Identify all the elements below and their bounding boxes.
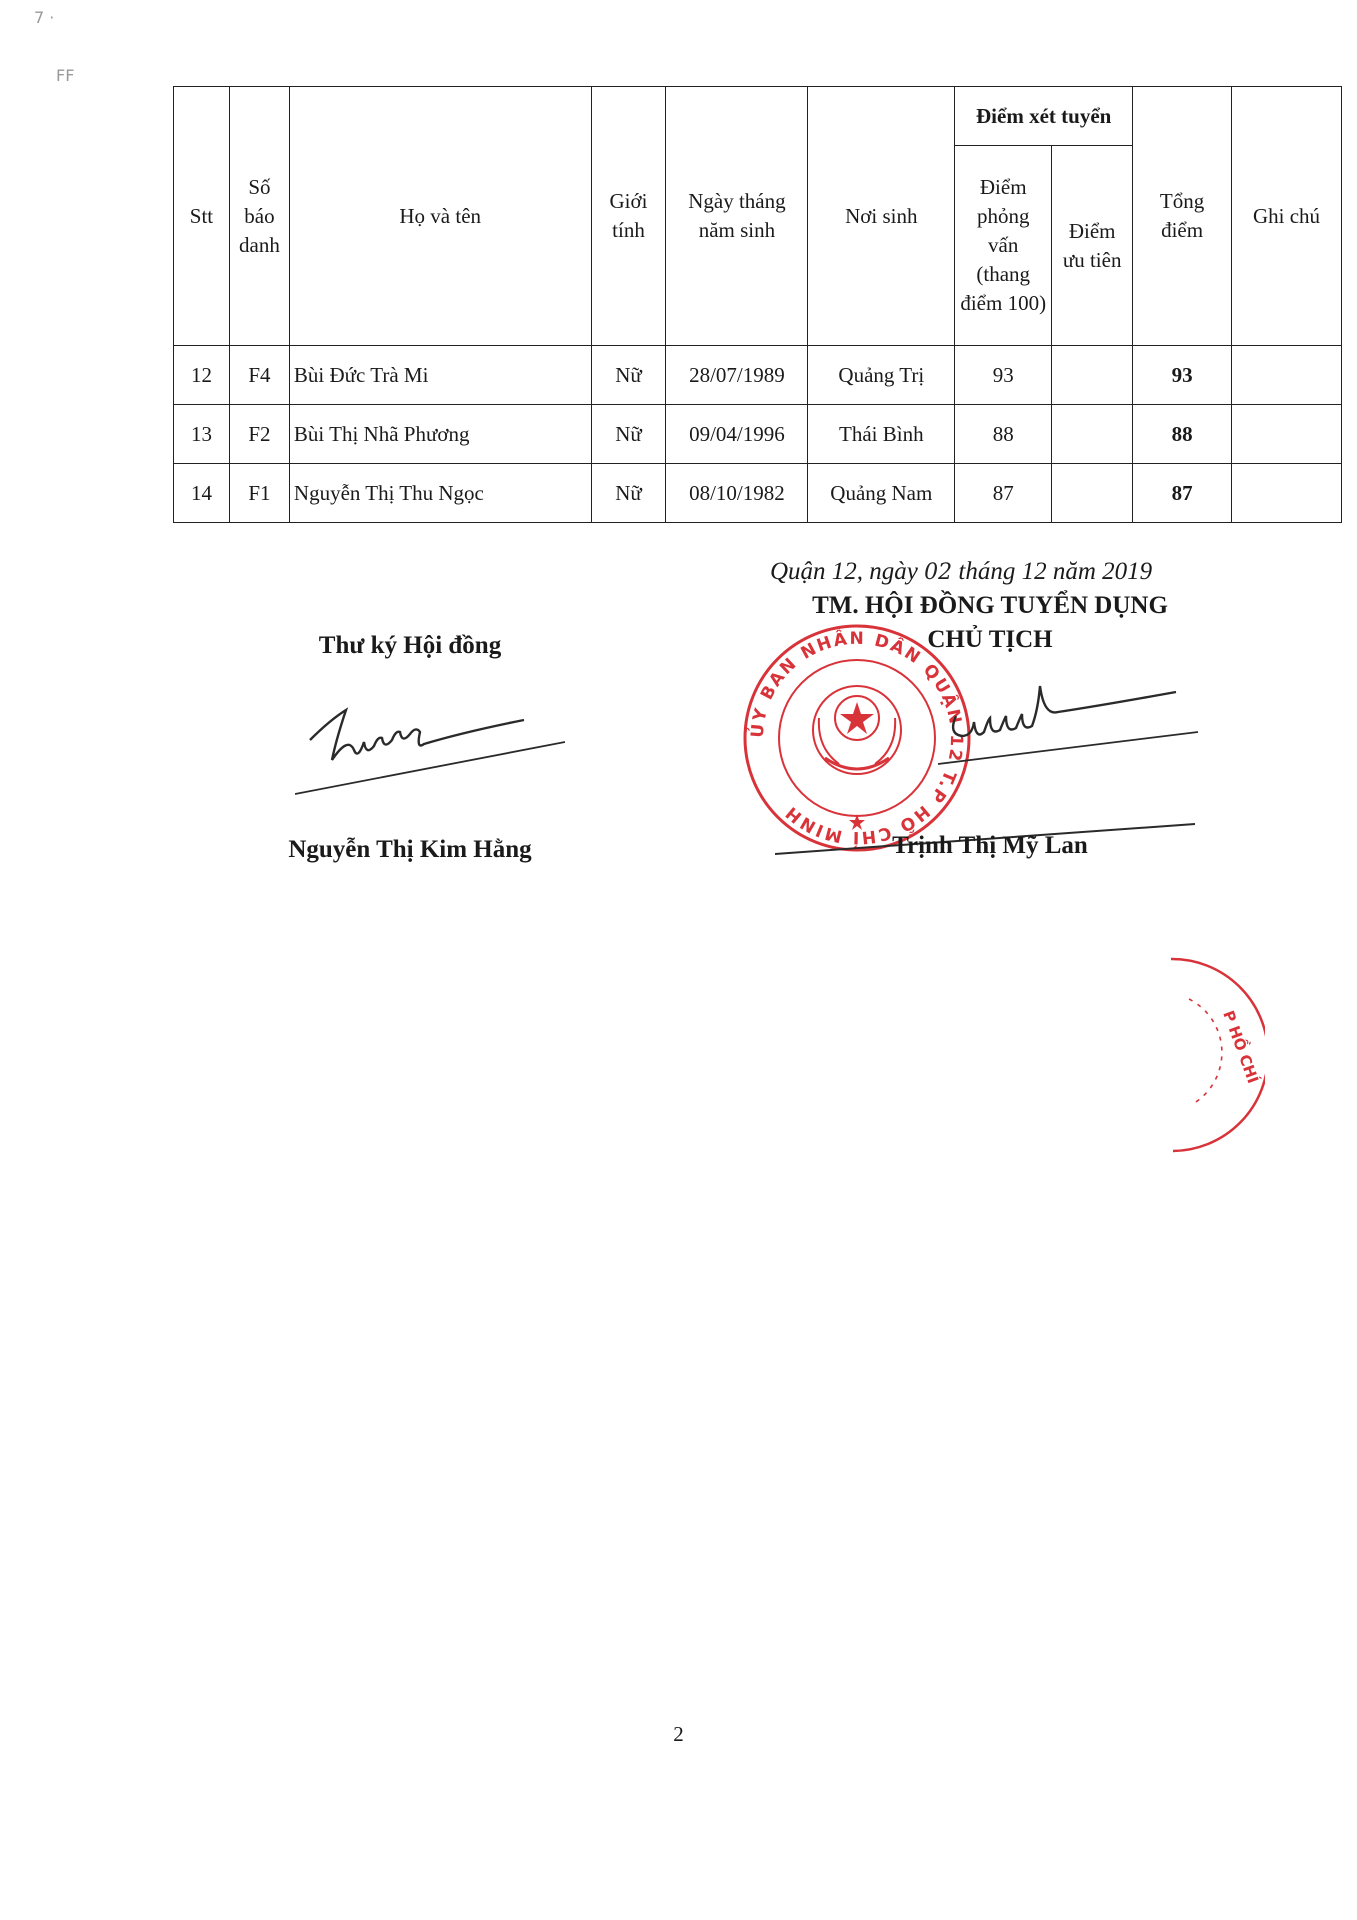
table-row [174,405,1342,464]
right-signature-org: TM. HỘI ĐỒNG TUYỂN DỤNG [812,592,1168,619]
cell-note [1232,405,1342,464]
table-row [174,464,1342,523]
cell-gender: Nữ [591,405,666,464]
cell-priority [1052,464,1133,523]
header-diem-phong-van: Điểm phỏng vấn (thang điểm 100) [955,146,1052,346]
cell-total: 93 [1133,346,1232,405]
right-signature-title: CHỦ TỊCH [927,626,1053,653]
cell-name: Nguyễn Thị Thu Ngọc [289,464,591,523]
cell-priority [1052,405,1133,464]
cell-sbd: F2 [229,405,289,464]
cell-priority [1052,346,1133,405]
left-signature-title: Thư ký Hội đồng [318,632,502,659]
cell-birthplace: Quảng Trị [808,346,955,405]
cell-interview: 88 [955,405,1052,464]
header-so-bao-danh: Số báo danh [229,87,289,346]
cell-interview: 93 [955,346,1052,405]
partial-stamp [1165,955,1265,1155]
page-number: 2 [673,1722,684,1746]
secretary-signature-underline [295,738,565,798]
cell-dob: 28/07/1989 [666,346,808,405]
cell-name: Bùi Đức Trà Mi [289,346,591,405]
dateline-prefix: Quận 12, ngày [770,558,918,585]
cell-gender: Nữ [591,464,666,523]
cell-name: Bùi Thị Nhã Phương [289,405,591,464]
header-diem-uu-tien: Điểm ưu tiên [1052,146,1133,346]
scan-mark: 7 · [34,8,55,27]
scan-mark-2: FF [56,66,75,85]
dateline-suffix: tháng 12 năm 2019 [958,558,1153,585]
left-signature-name: Nguyễn Thị Kim Hằng [288,836,532,863]
header-ho-va-ten: Họ và tên [289,87,591,346]
cell-note [1232,464,1342,523]
right-signature-name: Trịnh Thị Mỹ Lan [892,832,1088,859]
cell-birthplace: Quảng Nam [808,464,955,523]
svg-text:P HỒ CHÍ: P HỒ CHÍ [1219,1008,1263,1086]
dateline [770,558,1152,586]
cell-total: 88 [1133,405,1232,464]
stamp-text: ỦY BAN NHÂN DÂN QUẬN 12 T.P HỒ CHÍ MINH [747,628,967,848]
chairman-signature [938,676,1198,766]
cell-interview: 87 [955,464,1052,523]
cell-total: 87 [1133,464,1232,523]
cell-sbd: F1 [229,464,289,523]
cell-dob: 09/04/1996 [666,405,808,464]
header-gioi-tinh: Giới tính [591,87,666,346]
cell-sbd: F4 [229,346,289,405]
cell-stt: 13 [174,405,230,464]
cell-stt: 14 [174,464,230,523]
header-stt: Stt [174,87,230,346]
emblem-icon [813,686,901,774]
results-table [173,86,1342,523]
header-ngay-sinh: Ngày tháng năm sinh [666,87,808,346]
cell-stt: 12 [174,346,230,405]
header-ghi-chu: Ghi chú [1232,87,1342,346]
header-diem-xet-tuyen: Điểm xét tuyển [955,87,1133,146]
cell-birthplace: Thái Bình [808,405,955,464]
table-row [174,346,1342,405]
dateline-day: 02 [924,560,953,585]
header-tong-diem: Tổng điểm [1133,87,1232,346]
cell-gender: Nữ [591,346,666,405]
cell-dob: 08/10/1982 [666,464,808,523]
header-noi-sinh: Nơi sinh [808,87,955,346]
cell-note [1232,346,1342,405]
